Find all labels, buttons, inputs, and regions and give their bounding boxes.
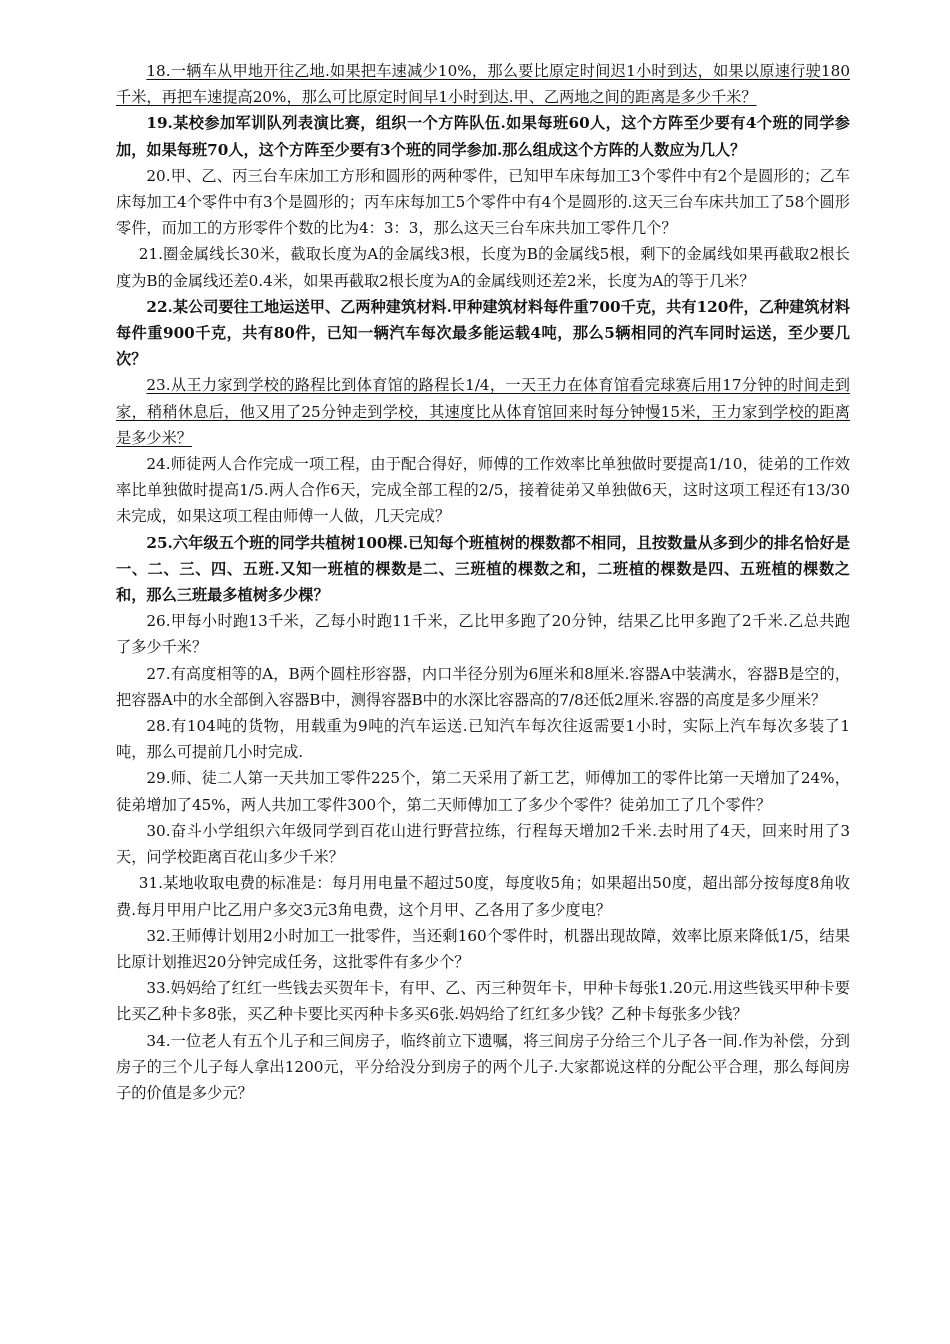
question-30: 30.奋斗小学组织六年级同学到百花山进行野营拉练，行程每天增加2千米.去时用了4天，回来时用了3天，问学校距离百花山多少千米？ — [116, 821, 850, 867]
question-22: 22.某公司要往工地运送甲、乙两种建筑材料.甲种建筑材料每件重700千克，共有120件，乙种建筑材料每件重900千克，共有80件，已知一辆汽车每次最多能运载4吨，那么5辆相同的汽车同时运送，至少要几次？ — [116, 297, 850, 369]
question-28: 28.有104吨的货物，用载重为9吨的汽车运送.已知汽车每次往返需要1小时，实际上汽车每次多装了1吨，那么可提前几小时完成. — [116, 717, 850, 762]
question-21: 21.圈金属线长30米，截取长度为A的金属线3根，长度为B的金属线5根，剩下的金属线如果再截取2根长度为B的金属线还差0.4米，如果再截取2根长度为A的金属线则还差2米，长度为A的等于几米？ — [116, 245, 850, 290]
problem-list — [116, 58, 850, 1106]
question-32: 32.王师傅计划用2小时加工一批零件，当还剩160个零件时，机器出现故障，效率比原来降低1/5，结果比原计划推迟20分钟完成任务，这批零件有多少个？ — [116, 926, 850, 971]
question-23: 23.从王力家到学校的路程比到体育馆的路程长1/4，一天王力在体育馆看完球赛后用17分钟的时间走到家，稍稍休息后，他又用了25分钟走到学校，其速度比从体育馆回来时每分钟慢15米，王力家到学校的距离是多少米？ — [116, 376, 850, 447]
question-20: 20.甲、乙、丙三台车床加工方形和圆形的两种零件，已知甲车床每加工3个零件中有2个是圆形的；乙车床每加工4个零件中有3个是圆形的；丙车床每加工5个零件中有4个是圆形的.这天三台车床共加工了58个圆形零件，而加工的方形零件个数的比为4：3：3，那么这天三台车床共加工零件几个？ — [116, 166, 850, 238]
question-19: 19.某校参加军训队列表演比赛，组织一个方阵队伍.如果每班60人，这个方阵至少要有4个班的同学参加，如果每班70人，这个方阵至少要有3个班的同学参加.那么组成这个方阵的人数应为几人？ — [116, 114, 850, 159]
question-27: 27.有高度相等的A，B两个圆柱形容器，内口半径分别为6厘米和8厘米.容器A中装满水，容器B是空的，把容器A中的水全部倒入容器B中，测得容器B中的水深比容器高的7/8还低2厘米.容器的高度是多少厘米？ — [116, 664, 850, 709]
question-33: 33.妈妈给了红红一些钱去买贺年卡，有甲、乙、丙三种贺年卡，甲种卡每张1.20元.用这些钱买甲种卡要比买乙种卡多8张，买乙种卡要比买丙种卡多买6张.妈妈给了红红多少钱？乙种卡每张多少钱？ — [116, 979, 850, 1024]
question-24: 24.师徒两人合作完成一项工程，由于配合得好，师傅的工作效率比单独做时要提高1/10，徒弟的工作效率比单独做时提高1/5.两人合作6天，完成全部工程的2/5，接着徒弟又单独做6天，这时这项工程还有13/30未完成，如果这项工程由师傅一人做，几天完成？ — [116, 455, 850, 526]
question-25: 25.六年级五个班的同学共植树100棵.已知每个班植树的棵数都不相同，且按数量从多到少的排名恰好是一、二、三、四、五班.又知一班植的棵数是二、三班植的棵数之和，二班植的棵数是四、五班植的棵数之和，那么三班最多植树多少棵？ — [116, 533, 850, 605]
question-29: 29.师、徒二人第一天共加工零件225个，第二天采用了新工艺，师傅加工的零件比第一天增加了24%，徒弟增加了45%，两人共加工零件300个，第二天师傅加工了多少个零件？徒弟加工了几个零件？ — [116, 769, 850, 814]
question-26: 26.甲每小时跑13千米，乙每小时跑11千米，乙比甲多跑了20分钟，结果乙比甲多跑了2千米.乙总共跑了多少千米？ — [116, 612, 850, 657]
question-34: 34.一位老人有五个儿子和三间房子，临终前立下遗嘱，将三间房子分给三个儿子各一间.作为补偿，分到房子的三个儿子每人拿出1200元，平分给没分到房子的两个儿子.大家都说这样的分配公平合理，那么每间房子的价值是多少元？ — [116, 1031, 850, 1102]
question-18: 18.一辆车从甲地开往乙地.如果把车速减少10%，那么要比原定时间迟1小时到达，如果以原速行驶180千米，再把车速提高20%，那么可比原定时间早1小时到达.甲、乙两地之间的距离是多少千米？ — [116, 62, 850, 107]
question-31: 31.某地收取电费的标准是：每月用电量不超过50度，每度收5角；如果超出50度，超出部分按每度8角收费.每月甲用户比乙用户多交3元3角电费，这个月甲、乙各用了多少度电？ — [116, 874, 850, 919]
